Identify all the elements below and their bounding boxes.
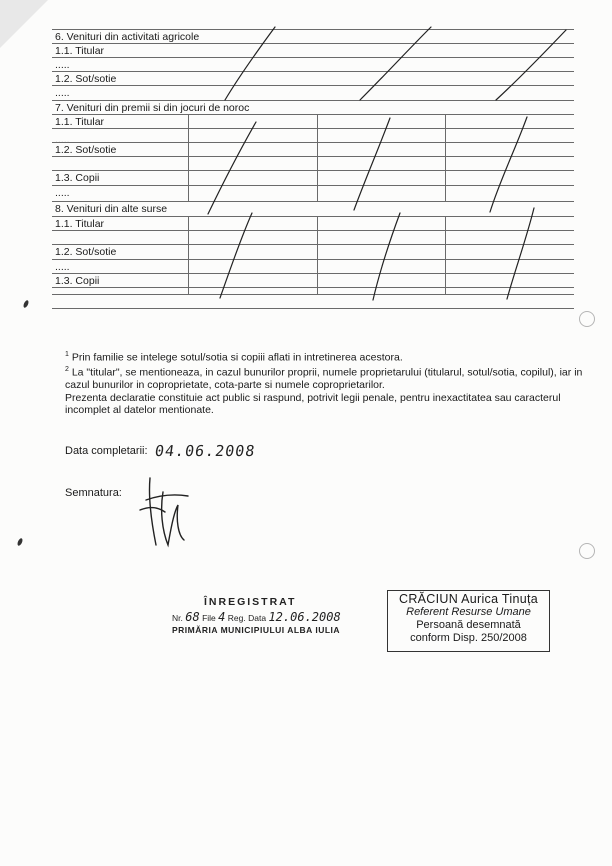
row-label: 1.3. Copii (55, 275, 100, 287)
nr-value: 68 (185, 610, 200, 624)
row-label: 6. Venituri din activitati agricole (55, 31, 200, 43)
strike-mark (220, 213, 252, 298)
row-label: 1.3. Copii (55, 172, 100, 184)
punch-hole (579, 311, 595, 327)
row-label: ..... (55, 261, 70, 273)
footnote-1: Prin familie se intelege sotul/sotia si copiii aflati in intretinerea acestora. (71, 351, 403, 364)
date-label: Data completarii: (65, 445, 148, 457)
stamp-date-value: 12.06.2008 (268, 610, 341, 624)
stamp-institution: PRIMĂRIA MUNICIPIULUI ALBA IULIA (172, 625, 341, 635)
date-value: 04.06.2008 (153, 442, 257, 460)
row-label: 8. Venituri din alte surse (55, 203, 168, 215)
row-label: 1.2. Sot/sotie (55, 73, 117, 85)
strike-mark (208, 122, 256, 214)
strike-mark (225, 27, 275, 100)
stamp-title: ÎNREGISTRAT (204, 596, 297, 608)
registration-stamp (172, 596, 362, 635)
row-label: 1.2. Sot/sotie (55, 246, 117, 258)
file-value: 4 (218, 610, 226, 624)
row-label: 1.2. Sot/sotie (55, 144, 117, 156)
footnotes (65, 349, 585, 417)
row-label: ..... (55, 187, 70, 199)
row-label: 1.1. Titular (55, 45, 105, 57)
footnote-marker: 1 (65, 351, 69, 358)
stamp-line4: conform Disp. 250/2008 (410, 632, 527, 644)
strike-mark (354, 118, 390, 210)
stamp-fields (172, 610, 362, 624)
strike-mark (490, 117, 527, 212)
strike-mark (507, 208, 534, 299)
row-label: 7. Venituri din premii si din jocuri de noroc (55, 102, 250, 114)
signature-image (140, 478, 188, 545)
stamp-role: Referent Resurse Umane (406, 606, 531, 618)
row-label: 1.1. Titular (55, 116, 105, 128)
strike-mark (360, 27, 431, 100)
row-label: 1.1. Titular (55, 218, 105, 230)
legal-statement: Prezenta declaratie constituie act public si raspund, potrivit legii penale, pentru inexactitatea sau caracterul incomplet al datelor mentionate. (65, 391, 561, 417)
reg-label: Reg. (227, 613, 246, 623)
nr-label: Nr. (172, 613, 183, 623)
footnote-2: La "titular", se mentioneaza, in cazul bunurilor proprii, numele proprietarului (titularul, sotul/sotia, copilul), iar in cazul bunurilor in coproprietate, cota-parte si numele coproprietarilor. (65, 366, 583, 392)
punch-hole (579, 543, 595, 559)
stamp-name: CRĂCIUN Aurica Tinuța (399, 592, 538, 606)
strike-mark (496, 30, 566, 100)
footnote-marker: 2 (65, 366, 69, 374)
signature-label: Semnatura: (65, 487, 122, 499)
date-label: Data (248, 613, 267, 623)
certification-stamp (387, 590, 550, 652)
row-label: ..... (55, 87, 70, 99)
strike-mark (373, 213, 400, 300)
row-label: ..... (55, 134, 70, 146)
stamp-line3: Persoană desemnată (416, 619, 521, 631)
row-label: ..... (55, 59, 70, 71)
file-label: File (202, 613, 216, 623)
